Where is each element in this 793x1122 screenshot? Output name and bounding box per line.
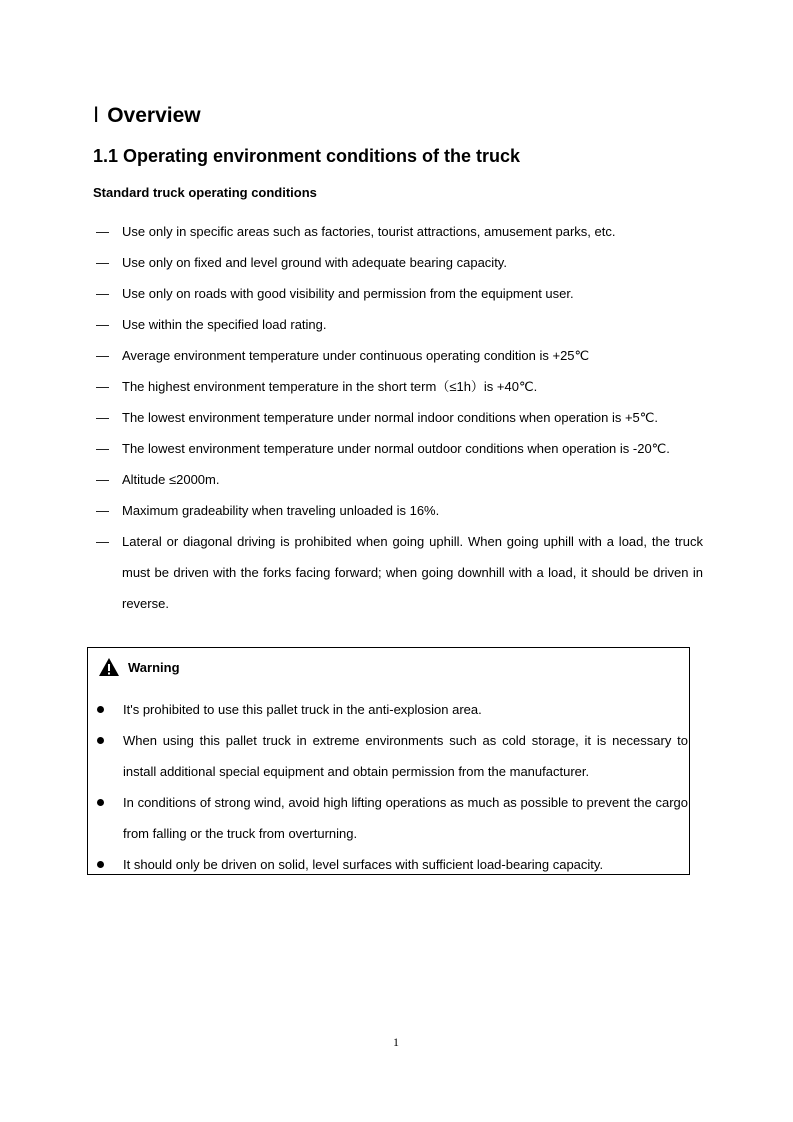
section-heading: 1.1 Operating environment conditions of the truck	[93, 146, 521, 166]
list-item	[93, 309, 703, 340]
list-item	[93, 402, 703, 433]
dash-icon: —	[96, 503, 109, 518]
list-item	[94, 725, 688, 787]
list-item-text: Use within the specified load rating.	[122, 317, 327, 332]
bullet-icon	[97, 737, 104, 744]
list-item-text: The lowest environment temperature under normal indoor conditions when operation is +5℃.	[122, 410, 658, 425]
list-item	[94, 694, 688, 725]
dash-icon: —	[96, 534, 109, 549]
warning-label: Warning	[128, 659, 180, 675]
dash-icon: —	[96, 286, 109, 301]
list-item-text: Altitude ≤2000m.	[122, 472, 220, 487]
bullet-icon	[97, 706, 104, 713]
dash-icon: —	[96, 472, 109, 487]
dash-icon: —	[96, 317, 109, 332]
list-item-text: Use only in specific areas such as factories, tourist attractions, amusement parks, etc.	[122, 224, 616, 239]
list-item	[93, 247, 703, 278]
list-item-text: Average environment temperature under continuous operating condition is +25℃	[122, 348, 590, 363]
warning-list	[94, 694, 688, 880]
list-item	[93, 433, 703, 464]
bullet-icon	[97, 799, 104, 806]
dash-icon: —	[96, 410, 109, 425]
list-item	[93, 526, 703, 619]
list-item-text: Use only on fixed and level ground with adequate bearing capacity.	[122, 255, 507, 270]
list-item-text: When using this pallet truck in extreme environments such as cold storage, it is necessary to install additional special equipment and obtain permission from the manufacturer.	[123, 733, 688, 779]
list-item	[93, 340, 703, 371]
list-item-text: The highest environment temperature in the short term（≤1h）is +40℃.	[122, 379, 538, 394]
list-item	[94, 787, 688, 849]
list-item	[93, 464, 703, 495]
list-item-text: In conditions of strong wind, avoid high lifting operations as much as possible to prevent the cargo from falling or the truck from overturning.	[123, 795, 688, 841]
list-item-text: Maximum gradeability when traveling unloaded is 16%.	[122, 503, 440, 518]
warning-title	[98, 657, 180, 677]
list-item-text: It's prohibited to use this pallet truck in the anti-explosion area.	[123, 702, 482, 717]
list-item-text: Lateral or diagonal driving is prohibited when going uphill. When going uphill with a load, the truck must be driven with the forks facing forward; when going downhill with a load, it should be driven in reverse.	[122, 534, 703, 611]
subheading: Standard truck operating conditions	[93, 185, 317, 200]
dash-icon: —	[96, 379, 109, 394]
list-item-text: It should only be driven on solid, level surfaces with sufficient load-bearing capacity.	[123, 857, 604, 872]
dash-icon: —	[96, 441, 109, 456]
list-item	[93, 278, 703, 309]
dash-icon: —	[96, 348, 109, 363]
warning-box	[87, 647, 690, 875]
list-item	[94, 849, 688, 880]
page-number: 1	[393, 1035, 399, 1049]
list-item	[93, 216, 703, 247]
bullet-icon	[97, 861, 104, 868]
list-item	[93, 495, 703, 526]
chapter-title: Overview	[107, 104, 201, 127]
chapter-heading	[93, 103, 201, 128]
conditions-list	[93, 216, 703, 619]
dash-icon: —	[96, 224, 109, 239]
list-item	[93, 371, 703, 402]
warning-icon	[98, 657, 120, 677]
list-item-text: The lowest environment temperature under normal outdoor conditions when operation is -20℃.	[122, 441, 670, 456]
chapter-number: Ⅰ	[93, 103, 100, 127]
dash-icon: —	[96, 255, 109, 270]
list-item-text: Use only on roads with good visibility and permission from the equipment user.	[122, 286, 574, 301]
